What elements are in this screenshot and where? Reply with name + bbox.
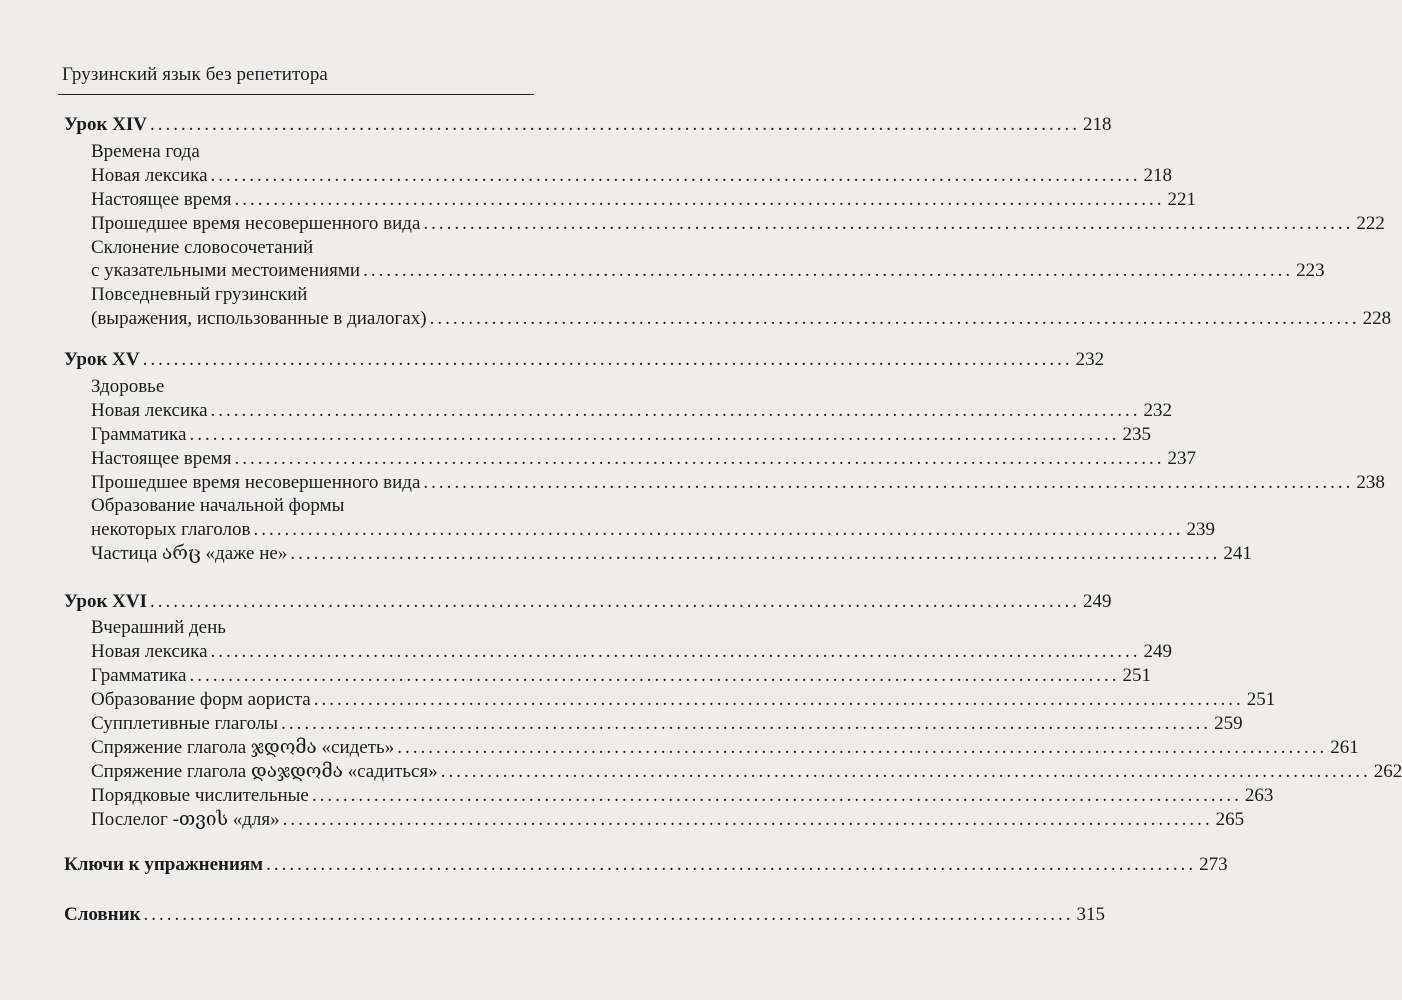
toc-page-number: 259 (1214, 713, 1243, 734)
toc-entry (91, 140, 200, 164)
dot-leader: ........................................................................................................................ (290, 543, 1221, 564)
dot-leader: ........................................................................................................................ (440, 761, 1371, 782)
toc-entry (91, 423, 1151, 447)
dot-leader: ........................................................................................................................ (150, 114, 1080, 135)
toc-page-number: 223 (1296, 260, 1325, 281)
toc-entry-title: Настоящее время (91, 189, 232, 210)
dot-leader: ........................................................................................................................ (189, 665, 1120, 686)
toc-page-number: 237 (1167, 448, 1196, 469)
toc-entry (91, 494, 344, 518)
dot-leader: ........................................................................................................................ (281, 713, 1212, 734)
toc-entry-title: Ключи к упражнениям (64, 854, 264, 875)
toc-page-number: 232 (1075, 349, 1105, 370)
toc-page-number: 232 (1143, 400, 1173, 421)
toc-entry (91, 164, 1173, 188)
toc-entry (91, 259, 1325, 283)
toc-entry (91, 664, 1151, 688)
toc-entry (91, 399, 1173, 423)
toc-entry-title: Грамматика (91, 424, 187, 445)
dot-leader: ........................................................................................................................ (423, 213, 1354, 234)
header-rule (58, 94, 534, 95)
toc-page-number: 222 (1356, 213, 1385, 234)
toc-entry (91, 760, 1402, 784)
toc-entry (91, 712, 1243, 736)
toc-entry-title: Частица არც «даже не» (91, 543, 288, 564)
dot-leader: ........................................................................................................................ (397, 737, 1328, 758)
dot-leader: ........................................................................................................................ (143, 904, 1074, 925)
toc-entry (91, 236, 313, 260)
toc-entry (91, 375, 164, 399)
running-header: Грузинский язык без репетитора (62, 64, 328, 85)
toc-entry (91, 283, 307, 307)
toc-entry-title: Урок XVI (64, 591, 147, 612)
toc-page-number: 251 (1246, 689, 1276, 710)
toc-entry-title: Грамматика (91, 665, 187, 686)
toc-entry-title: Вчерашний день (91, 617, 226, 638)
toc-entry (91, 688, 1276, 712)
toc-page-number: 239 (1186, 519, 1215, 540)
toc-entry (91, 542, 1252, 566)
toc-page-number: 235 (1122, 424, 1151, 445)
toc-entry (91, 616, 226, 640)
toc-section-entry (64, 113, 1112, 137)
toc-entry-title: Порядковые числительные (91, 785, 309, 806)
toc-entry (91, 307, 1392, 331)
toc-entry (91, 188, 1196, 212)
toc-page-number: 249 (1143, 641, 1173, 662)
toc-section-entry (64, 348, 1105, 372)
dot-leader: ........................................................................................................................ (142, 349, 1073, 370)
toc-entry-title: Урок XV (64, 349, 140, 370)
toc-entry-title: Настоящее время (91, 448, 232, 469)
dot-leader: ........................................................................................................................ (429, 308, 1360, 329)
dot-leader: ........................................................................................................................ (282, 809, 1213, 830)
toc-page-number: 265 (1215, 809, 1245, 830)
dot-leader: ........................................................................................................................ (150, 591, 1080, 612)
toc-entry-title: Образование начальной формы (91, 495, 345, 516)
dot-leader: ........................................................................................................................ (234, 189, 1165, 210)
dot-leader: ........................................................................................................................ (423, 472, 1354, 493)
toc-entry (91, 808, 1245, 832)
toc-entry-title: Супплетивные глаголы (91, 713, 279, 734)
dot-leader: ........................................................................................................................ (210, 641, 1141, 662)
dot-leader: ........................................................................................................................ (311, 785, 1242, 806)
dot-leader: ........................................................................................................................ (234, 448, 1165, 469)
toc-section-entry (64, 853, 1228, 877)
toc-page-number: 241 (1223, 543, 1252, 564)
toc-page-number: 262 (1373, 761, 1402, 782)
toc-entry-title: Послелог -თვის «для» (91, 809, 280, 830)
dot-leader: ........................................................................................................................ (210, 165, 1141, 186)
toc-section-entry (64, 903, 1106, 927)
dot-leader: ........................................................................................................................ (313, 689, 1244, 710)
dot-leader: ........................................................................................................................ (189, 424, 1120, 445)
toc-entry-title: Времена года (91, 141, 200, 162)
dot-leader: ........................................................................................................................ (363, 260, 1294, 281)
toc-page-number: 315 (1076, 904, 1106, 925)
toc-entry-title: Склонение словосочетаний (91, 237, 314, 258)
toc-entry (91, 471, 1385, 495)
toc-page-number: 238 (1356, 472, 1385, 493)
toc-entry (91, 784, 1274, 808)
toc-entry-title: с указательными местоимениями (91, 260, 361, 281)
toc-section-entry (64, 590, 1112, 614)
toc-page-number: 221 (1167, 189, 1196, 210)
toc-entry-title: Повседневный грузинский (91, 284, 308, 305)
toc-entry (91, 447, 1196, 471)
toc-entry-title: некоторых глаголов (91, 519, 251, 540)
toc-page-number: 218 (1083, 114, 1112, 135)
toc-entry-title: Спряжение глагола ჯდომა «сидеть» (91, 737, 395, 758)
toc-entry (91, 212, 1385, 236)
toc-entry-title: Словник (64, 904, 141, 925)
toc-entry-title: Новая лексика (91, 400, 208, 421)
toc-entry (91, 518, 1215, 542)
toc-entry-title: Здоровье (91, 376, 165, 397)
toc-page-number: 273 (1199, 854, 1228, 875)
toc-entry-title: (выражения, использованные в диалогах) (91, 308, 427, 329)
dot-leader: ........................................................................................................................ (210, 400, 1141, 421)
toc-entry-title: Прошедшее время несовершенного вида (91, 472, 421, 493)
toc-entry (91, 640, 1173, 664)
toc-page-number: 218 (1143, 165, 1173, 186)
toc-entry-title: Урок XIV (64, 114, 147, 135)
toc-entry-title: Прошедшее время несовершенного вида (91, 213, 421, 234)
dot-leader: ........................................................................................................................ (266, 854, 1197, 875)
toc-entry-title: Новая лексика (91, 165, 208, 186)
toc-entry-title: Новая лексика (91, 641, 208, 662)
toc-page-number: 251 (1122, 665, 1151, 686)
toc-page-number: 263 (1244, 785, 1274, 806)
toc-entry-title: Образование форм аориста (91, 689, 311, 710)
toc-page-number: 249 (1083, 591, 1112, 612)
toc-page-number: 261 (1330, 737, 1359, 758)
dot-leader: ........................................................................................................................ (253, 519, 1184, 540)
toc-entry-title: Спряжение глагола დაჯდომა «садиться» (91, 761, 438, 782)
toc-page-number: 228 (1362, 308, 1392, 329)
toc-entry (91, 736, 1359, 760)
